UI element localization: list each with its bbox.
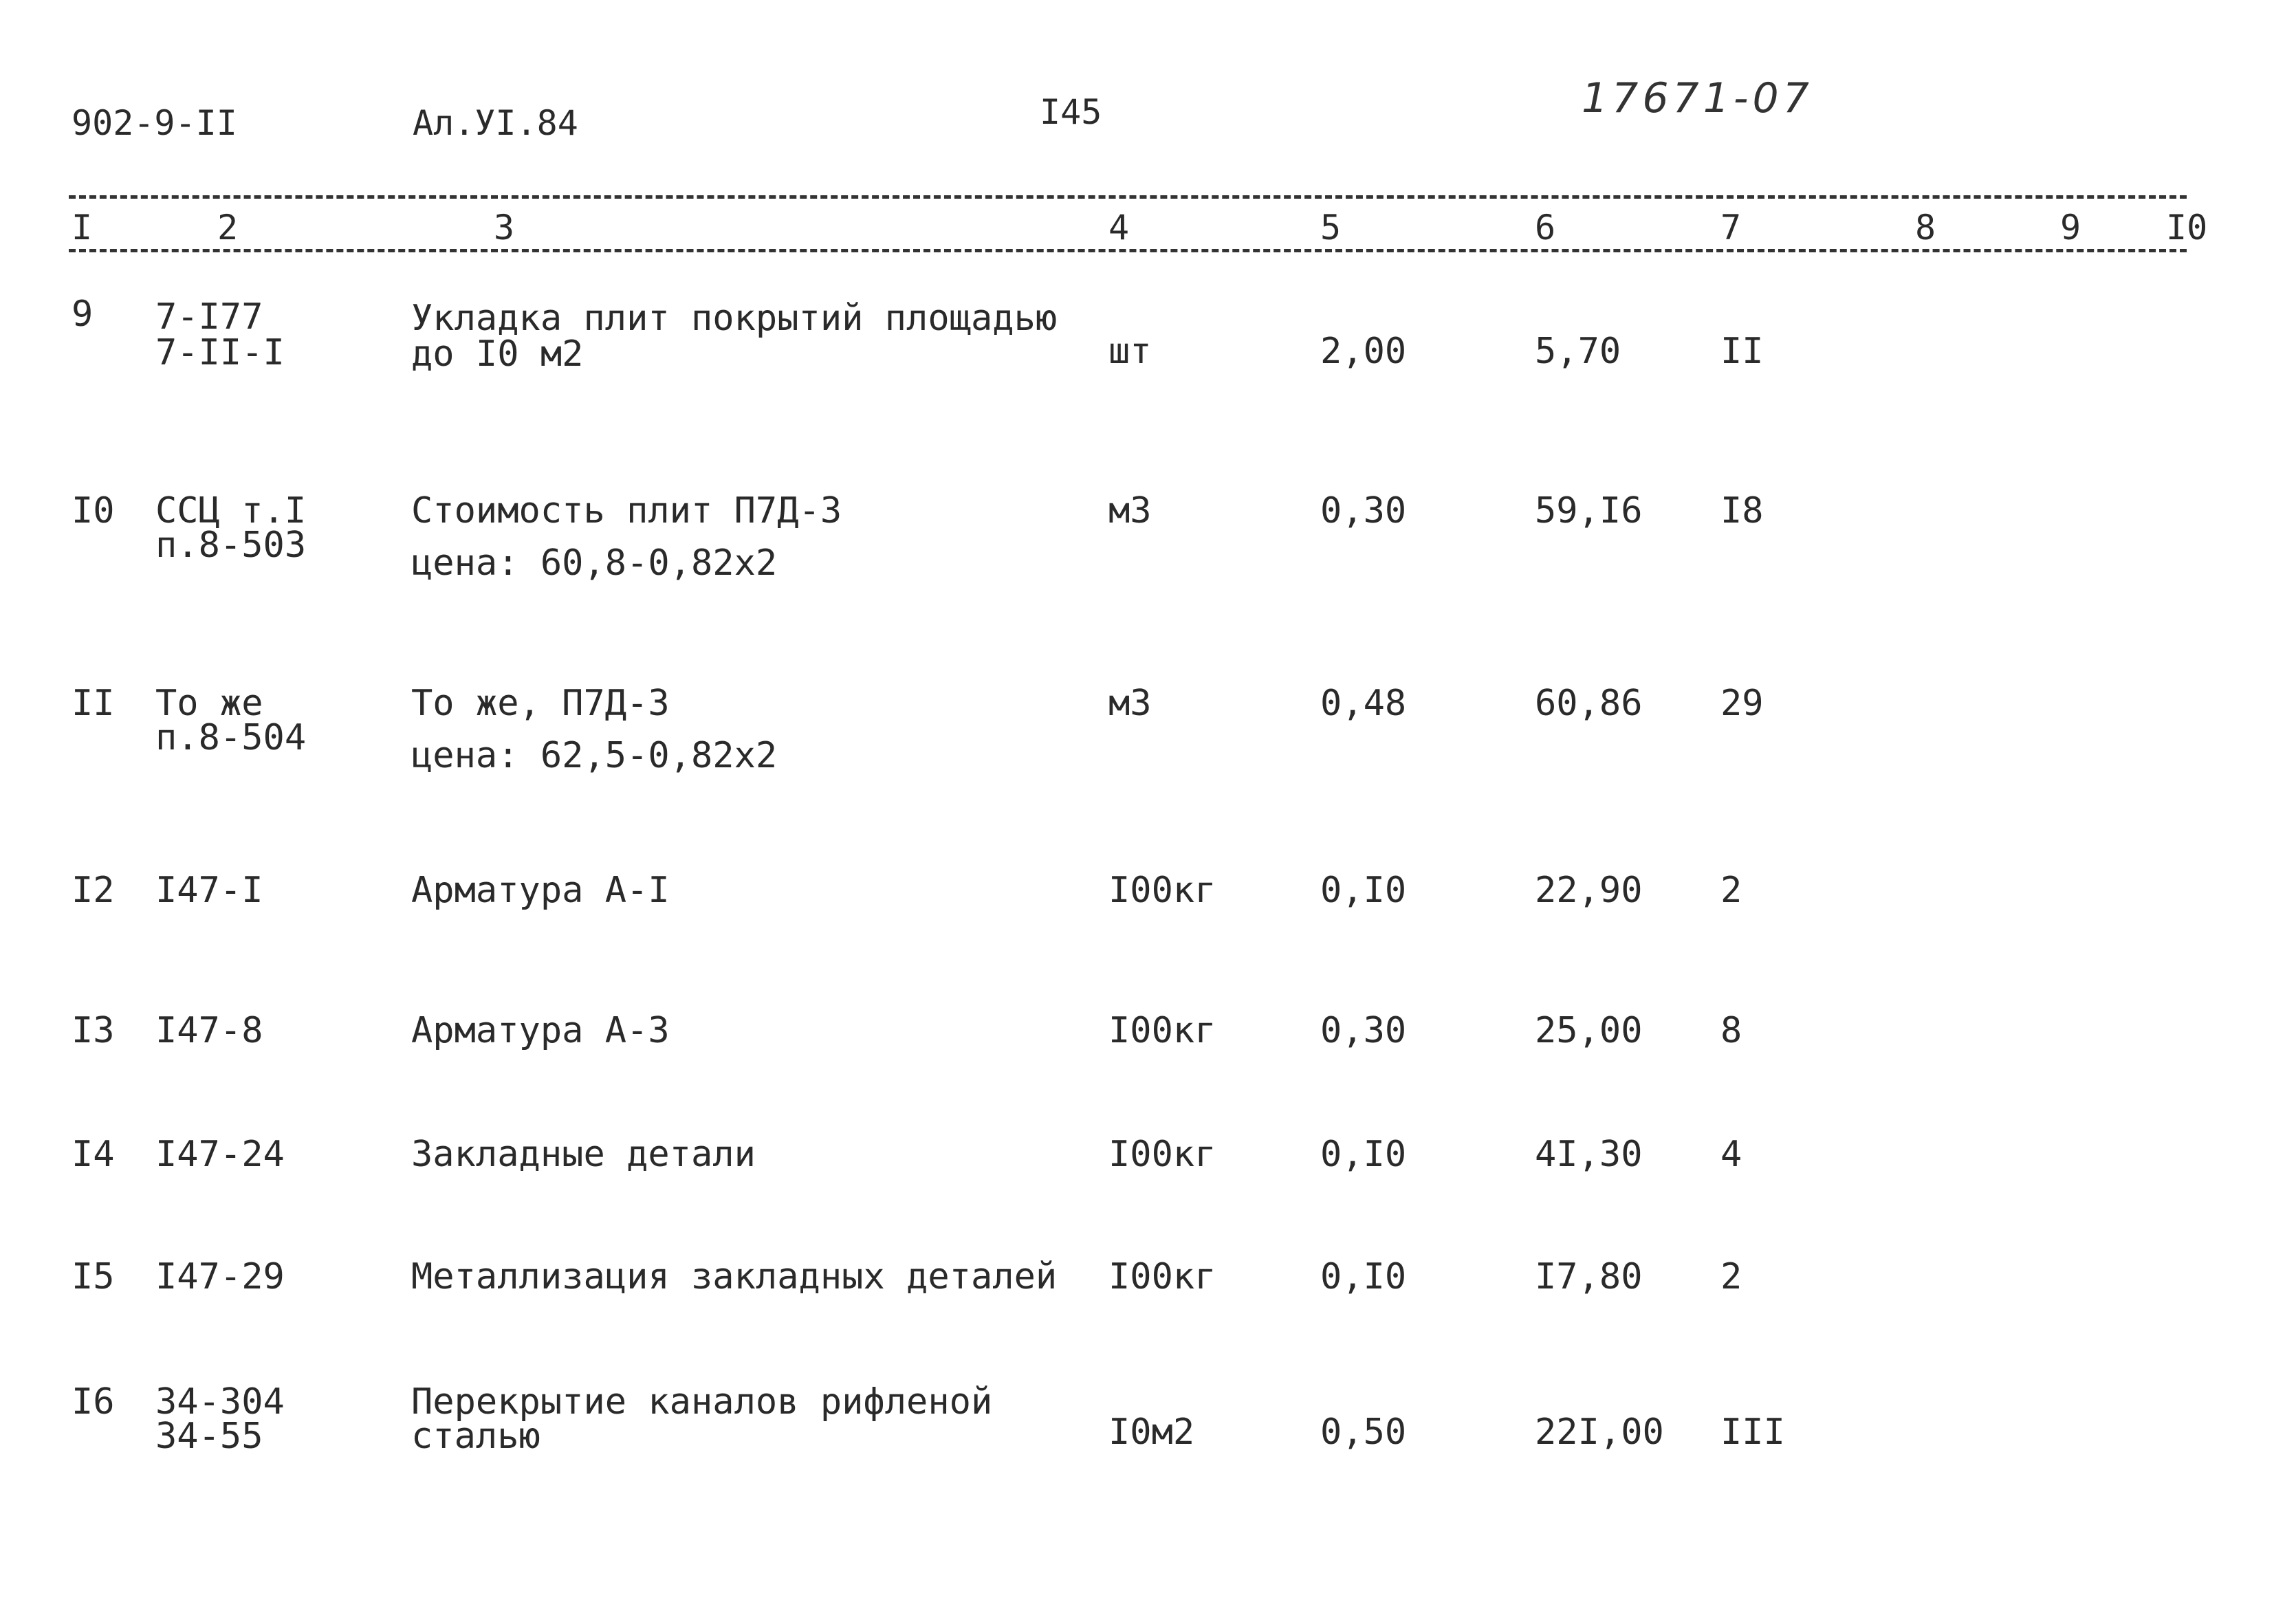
row-description: сталью — [411, 1416, 540, 1457]
header-top-rule — [69, 195, 2187, 199]
column-number-1: I — [72, 208, 93, 248]
row-quantity: 0,I0 — [1320, 870, 1407, 911]
row-quantity: 0,30 — [1320, 1010, 1407, 1051]
project-code: 902-9-II — [72, 103, 237, 143]
column-number-3: 3 — [494, 208, 515, 248]
handwritten-code: 17671-07 — [1582, 74, 1813, 122]
row-unit-price: I7,80 — [1535, 1256, 1643, 1297]
row-unit-price: 5,70 — [1535, 331, 1621, 372]
row-unit-price: 4I,30 — [1535, 1134, 1643, 1175]
row-total: 4 — [1720, 1134, 1742, 1175]
row-quantity: 0,48 — [1320, 683, 1407, 724]
row-code: 7-II-I — [155, 332, 285, 373]
row-unit: м3 — [1108, 683, 1152, 724]
row-unit: м3 — [1108, 490, 1152, 531]
row-description: Стоимость плит П7Д-3 — [411, 490, 842, 531]
row-code: п.8-504 — [155, 717, 307, 758]
row-unit: I00кг — [1108, 1010, 1216, 1051]
row-code: I47-29 — [155, 1256, 285, 1297]
row-description: Арматура А-3 — [411, 1010, 670, 1051]
row-number: II — [72, 683, 115, 724]
row-quantity: 2,00 — [1320, 331, 1407, 372]
row-number: I6 — [72, 1381, 115, 1423]
row-quantity: 0,50 — [1320, 1412, 1407, 1453]
row-description: Арматура А-I — [411, 870, 670, 911]
column-number-10: I0 — [2166, 208, 2208, 248]
row-description: цена: 60,8-0,82х2 — [411, 542, 778, 584]
row-number: I4 — [72, 1134, 115, 1175]
row-unit: шт — [1108, 331, 1152, 372]
row-number: I0 — [72, 490, 115, 531]
row-unit-price: 22I,00 — [1535, 1412, 1664, 1453]
column-number-9: 9 — [2060, 208, 2081, 248]
row-total: 2 — [1720, 1256, 1742, 1297]
row-quantity: 0,I0 — [1320, 1134, 1407, 1175]
column-number-6: 6 — [1535, 208, 1556, 248]
row-total: I8 — [1720, 490, 1764, 531]
row-description: То же, П7Д-3 — [411, 683, 670, 724]
row-quantity: 0,30 — [1320, 490, 1407, 531]
row-number: 9 — [72, 294, 94, 335]
row-unit-price: 22,90 — [1535, 870, 1643, 911]
row-total: II — [1720, 331, 1764, 372]
row-description: Закладные детали — [411, 1134, 756, 1175]
row-unit: I0м2 — [1108, 1412, 1195, 1453]
column-number-4: 4 — [1108, 208, 1130, 248]
row-number: I5 — [72, 1256, 115, 1297]
row-total: 29 — [1720, 683, 1764, 724]
row-unit: I00кг — [1108, 1256, 1216, 1297]
row-unit: I00кг — [1108, 1134, 1216, 1175]
row-total: 8 — [1720, 1010, 1742, 1051]
row-code: I47-8 — [155, 1010, 263, 1051]
row-unit-price: 25,00 — [1535, 1010, 1643, 1051]
row-quantity: 0,I0 — [1320, 1256, 1407, 1297]
column-number-8: 8 — [1915, 208, 1936, 248]
row-description: цена: 62,5-0,82х2 — [411, 735, 778, 776]
row-code: То же — [155, 683, 263, 724]
row-code: 34-55 — [155, 1416, 263, 1457]
row-code: п.8-503 — [155, 525, 307, 566]
row-total: 2 — [1720, 870, 1742, 911]
row-number: I3 — [72, 1010, 115, 1051]
row-unit-price: 59,I6 — [1535, 490, 1643, 531]
page-number: I45 — [1040, 92, 1102, 132]
album-number: Ал.УI.84 — [413, 103, 578, 143]
row-number: I2 — [72, 870, 115, 911]
row-total: III — [1720, 1412, 1785, 1453]
column-number-2: 2 — [217, 208, 239, 248]
row-description: Металлизация закладных деталей — [411, 1256, 1058, 1297]
row-unit: I00кг — [1108, 870, 1216, 911]
row-code: 7-I77 — [155, 296, 263, 338]
row-code: I47-24 — [155, 1134, 285, 1175]
row-code: ССЦ т.I — [155, 490, 307, 531]
row-description: до I0 м2 — [411, 333, 584, 375]
column-number-7: 7 — [1720, 208, 1742, 248]
row-description: Укладка плит покрытий площадью — [411, 298, 1058, 339]
row-description: Перекрытие каналов рифленой — [411, 1381, 993, 1423]
row-code: 34-304 — [155, 1381, 285, 1423]
header-bottom-rule — [69, 249, 2187, 252]
row-unit-price: 60,86 — [1535, 683, 1643, 724]
column-number-5: 5 — [1320, 208, 1342, 248]
row-code: I47-I — [155, 870, 263, 911]
